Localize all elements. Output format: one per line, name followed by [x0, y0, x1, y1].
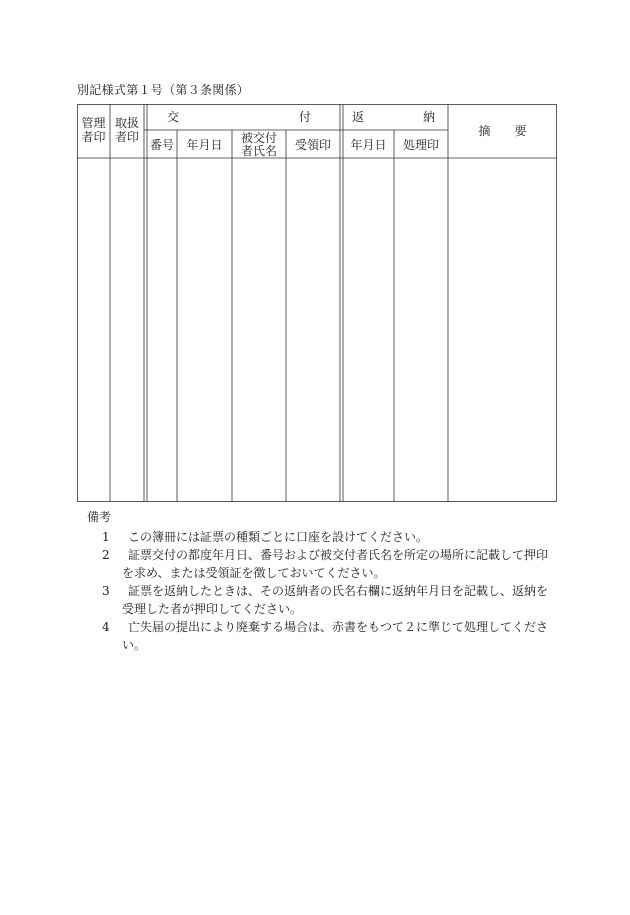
header-kofu-right: 付 — [299, 110, 312, 124]
header-henno-left: 返 — [352, 110, 365, 124]
header-bango: 番号 — [149, 138, 174, 152]
table-grid — [77, 104, 557, 502]
note-text: 亡失届の提出により廃棄する場合は、赤書をもつて２に準じて処理してください。 — [122, 620, 549, 652]
header-shorin: 処理印 — [402, 138, 439, 152]
header-toriatsukai: 取扱 者印 — [114, 116, 139, 144]
note-item — [77, 618, 557, 654]
ledger-table — [77, 104, 557, 502]
form-title: 別記様式第１号（第３条関係） — [77, 83, 250, 97]
notes-section — [77, 508, 557, 654]
note-text: この簿冊には証票の種類ごとに口座を設けてください。 — [128, 530, 429, 544]
note-text: 証票を返納したときは、その返納者の氏名右欄に返納年月日を記載し、返納を受理した者が押印してください。 — [122, 584, 549, 616]
header-kofu-left: 交 — [167, 110, 180, 124]
note-number: 3 — [102, 584, 110, 598]
note-number: 1 — [102, 530, 110, 544]
header-juryoin: 受領印 — [294, 138, 331, 152]
header-nengappi: 年月日 — [186, 138, 223, 152]
note-item — [77, 582, 557, 618]
header-henno-right: 納 — [423, 110, 436, 124]
note-number: 2 — [102, 548, 110, 562]
note-item — [77, 546, 557, 582]
notes-title: 備考 — [87, 510, 112, 524]
header-kanri: 管理 者印 — [81, 116, 106, 144]
header-hikofu: 被交付 者氏名 — [240, 131, 277, 158]
note-text: 証票交付の都度年月日、番号および被交付者氏名を所定の場所に記載して押印を求め、または受領証を徴しておいてください。 — [122, 548, 549, 580]
note-number: 4 — [102, 620, 110, 634]
header-henno-nengappi: 年月日 — [350, 138, 387, 152]
header-tekiyo: 摘 要 — [478, 124, 527, 138]
note-item — [77, 528, 557, 546]
